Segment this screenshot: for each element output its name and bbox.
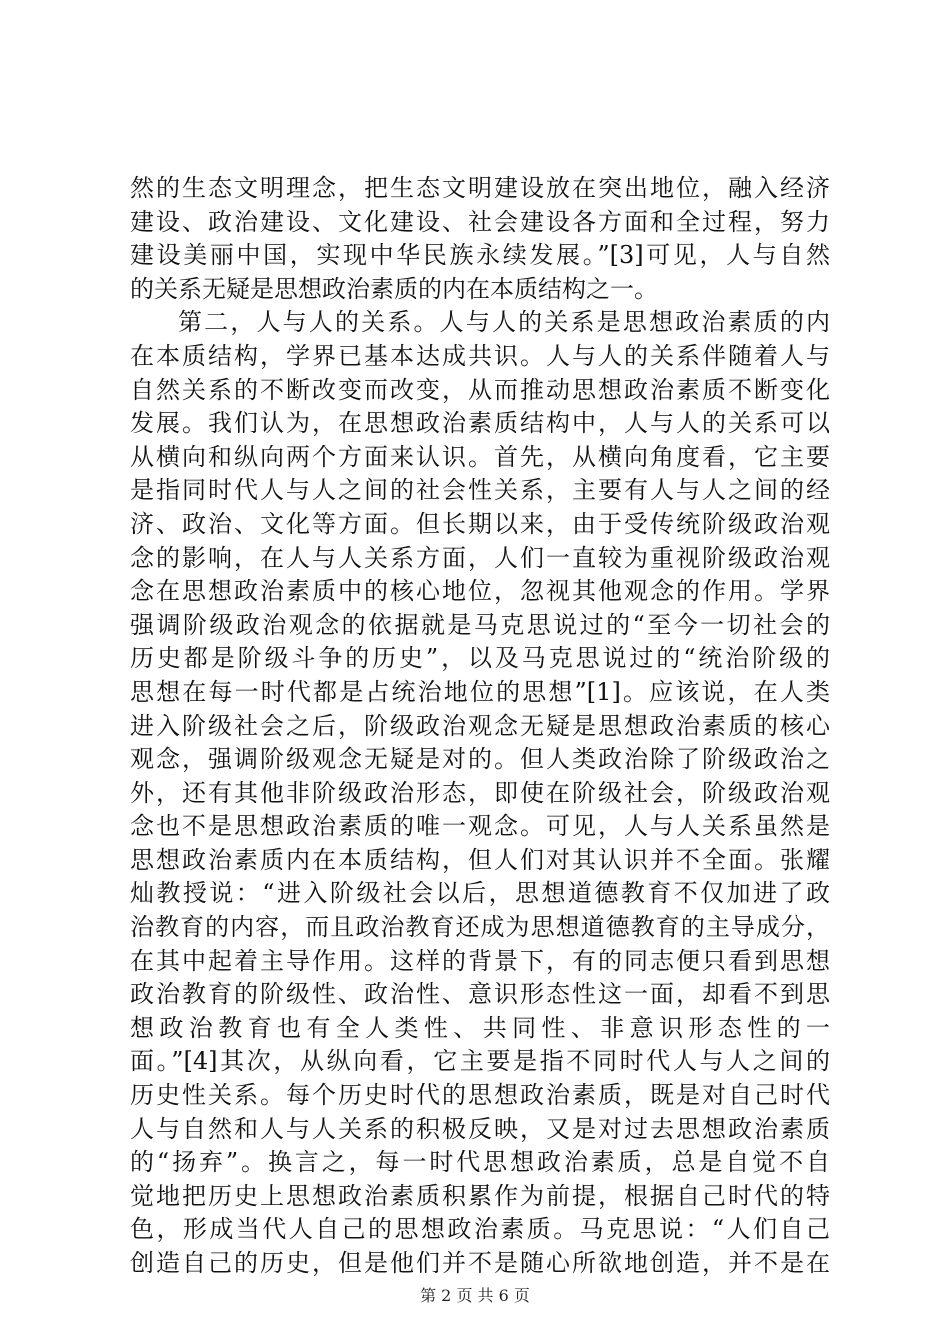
text-line: 色，形成当代人自己的思想政治素质。马克思说：“人们自己	[130, 1215, 830, 1244]
text-line: 观念，强调阶级观念无疑是对的。但人类政治除了阶级政治之	[130, 745, 830, 774]
page-footer	[0, 1286, 950, 1306]
text-line: 创造自己的历史，但是他们并不是随心所欲地创造，并不是在	[130, 1249, 830, 1277]
text-line: 念在思想政治素质中的核心地位，忽视其他观念的作用。学界	[130, 577, 830, 606]
paragraph-1	[130, 172, 830, 306]
text-line: 建设、政治建设、文化建设、社会建设各方面和全过程，努力	[130, 207, 830, 236]
text-line: 政治教育的阶级性、政治性、意识形态性这一面，却看不到思	[130, 980, 830, 1009]
text-line: 是指同时代人与人之间的社会性关系，主要有人与人之间的经	[130, 476, 830, 505]
text-line: 然的生态文明理念，把生态文明建设放在突出地位，融入经济	[130, 174, 830, 202]
text-line: 念也不是思想政治素质的唯一观念。可见，人与人关系虽然是	[130, 812, 830, 841]
text-line: 思想在每一时代都是占统治地位的思想”[1]。应该说，在人类	[130, 677, 830, 706]
text-line: 的“扬弃”。换言之，每一时代思想政治素质，总是自觉不自	[130, 1148, 830, 1177]
text-line: 历史都是阶级斗争的历史”，以及马克思说过的“统治阶级的	[130, 644, 830, 673]
text-line: 济、政治、文化等方面。但长期以来，由于受传统阶级政治观	[130, 509, 830, 538]
body-text	[130, 172, 830, 1281]
text-line: 面。”[4]其次，从纵向看，它主要是指不同时代人与人之间的	[130, 1047, 830, 1076]
text-line: 在本质结构，学界已基本达成共识。人与人的关系伴随着人与	[130, 341, 830, 370]
text-line: 历史性关系。每个历史时代的思想政治素质，既是对自己时代	[130, 1081, 830, 1110]
text-line: 从横向和纵向两个方面来认识。首先，从横向角度看，它主要	[130, 442, 830, 471]
page-number: 第 2 页 共 6 页	[420, 1286, 530, 1305]
text-line: 发展。我们认为，在思想政治素质结构中，人与人的关系可以	[130, 409, 830, 438]
text-line: 在其中起着主导作用。这样的背景下，有的同志便只看到思想	[130, 946, 830, 975]
text-line: 强调阶级政治观念的依据就是马克思说过的“至今一切社会的	[130, 610, 830, 639]
text-line: 第二，人与人的关系。人与人的关系是思想政治素质的内	[178, 308, 830, 337]
text-line: 思想政治素质内在本质结构，但人们对其认识并不全面。张耀	[130, 845, 830, 874]
text-line: 外，还有其他非阶级政治形态，即使在阶级社会，阶级政治观	[130, 778, 830, 807]
text-line: 治教育的内容，而且政治教育还成为思想道德教育的主导成分，	[130, 913, 830, 942]
text-line: 灿教授说：“进入阶级社会以后，思想道德教育不仅加进了政	[130, 879, 830, 908]
text-line: 想政治教育也有全人类性、共同性、非意识形态性的一	[130, 1013, 830, 1042]
paragraph-2	[130, 306, 830, 1280]
text-line: 的关系无疑是思想政治素质的内在本质结构之一。	[130, 274, 658, 303]
text-line: 建设美丽中国，实现中华民族永续发展。”[3]可见，人与自然	[130, 241, 830, 270]
text-line: 人与自然和人与人关系的积极反映，又是对过去思想政治素质	[130, 1114, 830, 1143]
text-line: 进入阶级社会之后，阶级政治观念无疑是思想政治素质的核心	[130, 711, 830, 740]
text-line: 觉地把历史上思想政治素质积累作为前提，根据自己时代的特	[130, 1181, 830, 1210]
text-line: 念的影响，在人与人关系方面，人们一直较为重视阶级政治观	[130, 543, 830, 572]
text-line: 自然关系的不断改变而改变，从而推动思想政治素质不断变化	[130, 375, 830, 404]
